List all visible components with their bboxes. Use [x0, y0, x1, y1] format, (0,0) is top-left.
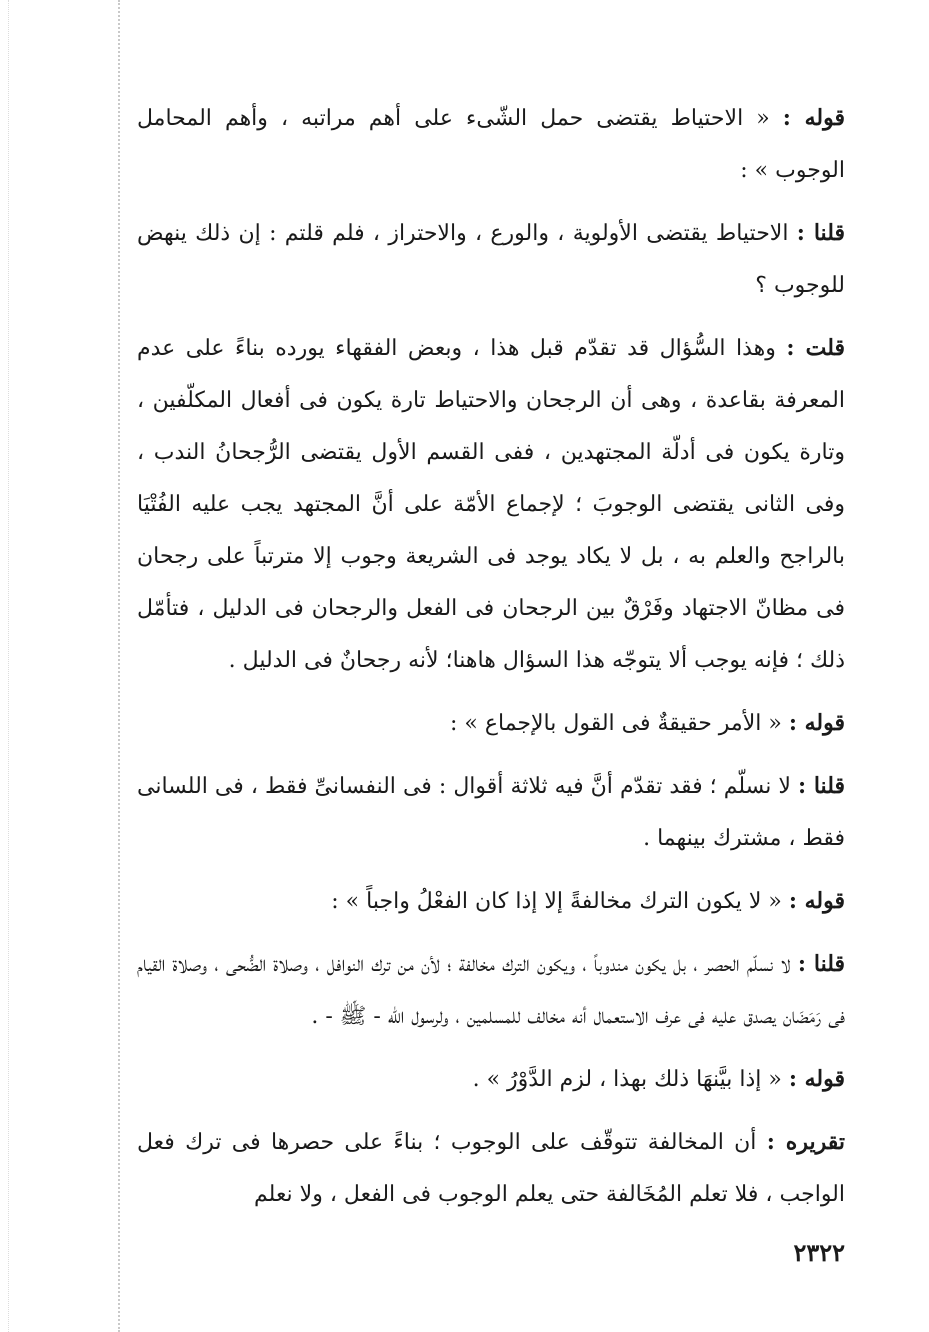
paragraph-lead: قوله : — [788, 710, 845, 736]
paragraph-lead: قلت : — [786, 335, 845, 361]
scan-artifact-line — [118, 0, 120, 1332]
scan-artifact-line — [8, 0, 9, 1332]
paragraph-lead: تقريره : — [766, 1129, 845, 1155]
paragraph-text: لا نسلّم ؛ فقد تقدّم أنَّ فيه ثلاثة أقوال : فى النفسانىِّ فقط ، فى اللسانى فقط ، مشترك بينهما . — [137, 774, 845, 851]
paragraph — [137, 875, 845, 928]
paragraph-text: « لا يكون الترك مخالفةً إلا إذا كان الفعْلُ واجباً » : — [331, 889, 789, 914]
paragraph-lead: قلنا : — [798, 773, 845, 799]
paragraph-lead: قوله : — [788, 888, 845, 914]
paragraph — [137, 760, 845, 865]
paragraph-text: « إذا بيَّنهَا ذلك بهذا ، لزم الدَّوْرُ » . — [472, 1067, 789, 1092]
paragraph-text: لا نسلّم الحصر ، بل يكون مندوباً ، ويكون الترك مخالفة ؛ لأن من ترك النوافل ، وصلاة الضُّحى ، وصلاة القيام فى رَمَضَان يصدق عليه فى عرف الاستعمال أنه مخالف للمسلمين ، ولرسول الله - ﷺ - . — [137, 952, 845, 1029]
paragraph-lead: قلنا : — [796, 220, 845, 246]
paragraph-text: « الأمر حقيقةٌ فى القول بالإجماع » : — [450, 711, 789, 736]
paragraph-text: أن المخالفة تتوقّف على الوجوب ؛ بناءً على حصرها فى ترك فعل الواجب ، فلا تعلم المُخَالفة حتى يعلم الوجوب فى الفعل ، ولا نعلم — [137, 1130, 845, 1207]
body-text — [137, 92, 845, 1231]
page-number: ٢٣٢٢ — [793, 1238, 845, 1267]
paragraph — [137, 207, 845, 312]
paragraph-text: « الاحتياط يقتضى حمل الشّىء على أهم مراتبه ، وأهم المحامل الوجوب » : — [137, 106, 845, 183]
paragraph — [137, 938, 845, 1043]
paragraph — [137, 1116, 845, 1221]
paragraph — [137, 322, 845, 687]
paragraph — [137, 697, 845, 750]
paragraph-lead: قوله : — [788, 1066, 845, 1092]
paragraph-text: وهذا السُّؤال قد تقدّم قبل هذا ، وبعض الفقهاء يورده بناءً على عدم المعرفة بقاعدة ، وهى أن الرجحان والاحتياط تارة يكون فى أفعال المكلّفين ، وتارة يكون فى أدلّة المجتهدين ، ففى القسم الأول يقتضى الرُّجحانُ الندب ، وفى الثانى يقتضى الوجوبَ ؛ لإجماع الأمّة على أنَّ المجتهد يجب عليه الفُتْيَا بالراجح والعلم به ، بل لا يكاد يوجد فى الشريعة وجوب إلا مترتباً على رجحان فى مظانّ الاجتهاد وفَرْقٌ بين الرجحان فى الفعل والرجحان فى الدليل ، فتأمّل ذلك ؛ فإنه يوجب ألا يتوجّه هذا السؤال هاهنا؛ لأنه رجحانٌ فى الدليل . — [137, 336, 845, 673]
paragraph-lead: قوله : — [782, 105, 845, 131]
paragraph — [137, 1053, 845, 1106]
paragraph-text: الاحتياط يقتضى الأولوية ، والورع ، والاحتراز ، فلم قلتم : إن ذلك ينهض للوجوب ؟ — [137, 221, 845, 298]
paragraph — [137, 92, 845, 197]
paragraph-lead: قلنا : — [797, 951, 846, 977]
